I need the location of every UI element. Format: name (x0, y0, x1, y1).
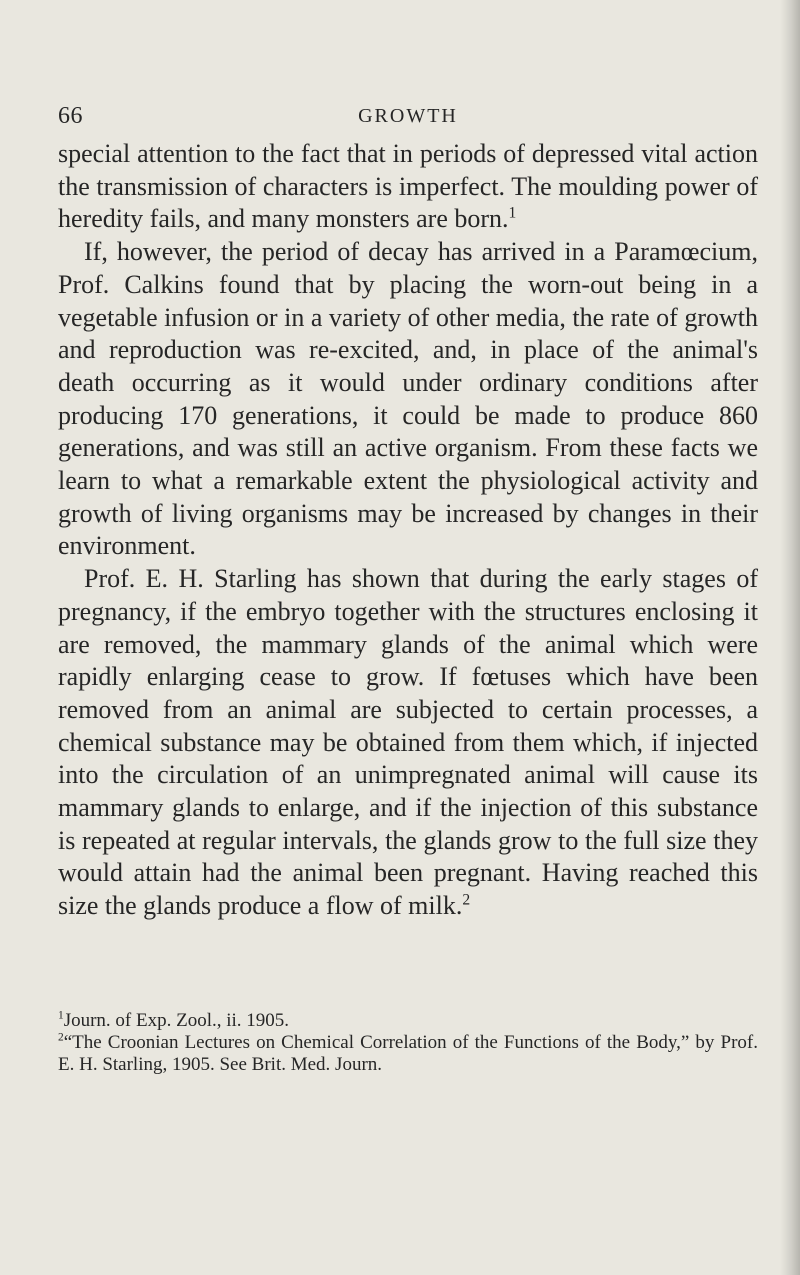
paragraph-text: If, however, the period of decay has arrived in a Paramœcium, Prof. Calkins found that by placing the worn-out being in a vegetable infusion or in a variety of other media, the rate of growth and reproduction was re-excited, and, in place of the animal's death occurring as it would under ordinary conditions after producing 170 generations, it could be made to produce 860 generations, and was still an active organism. From these facts we learn to what a remarkable extent the physiological activity and growth of living organisms may be increased by changes in their environment. (58, 237, 758, 561)
page-header (58, 100, 758, 132)
footnote-marker: 2 (58, 1031, 64, 1044)
footnote-marker: 1 (58, 1009, 64, 1022)
paragraph (58, 236, 758, 563)
page-number: 66 (58, 103, 83, 129)
footnote-reference: 2 (462, 891, 471, 909)
paragraph (58, 563, 758, 923)
footnote-text: Journ. of Exp. Zool., ii. 1905. (63, 1010, 290, 1031)
body-text (58, 138, 758, 923)
footnotes (58, 1010, 758, 1076)
running-head: GROWTH (358, 105, 458, 127)
footnote (58, 1010, 758, 1032)
paragraph-text: special attention to the fact that in periods of depressed vital action the transmission of characters is imperfect. The moulding power of heredity fails, and many monsters are born. (58, 139, 758, 234)
footnote-reference: 1 (508, 204, 517, 222)
footnote-text: “The Croonian Lectures on Chemical Correlation of the Functions of the Body,” by Prof. E. H. Starling, 1905. See Brit. Med. Journ. (58, 1032, 758, 1075)
page-edge-shadow (780, 0, 800, 1275)
footnote (58, 1032, 758, 1076)
paragraph (58, 138, 758, 236)
paragraph-text: Prof. E. H. Starling has shown that during the early stages of pregnancy, if the embryo together with the structures enclosing it are removed, the mammary glands of the animal which were rapidly enlarging cease to grow. If fœtuses which have been removed from an animal are subjected to certain processes, a chemical substance may be obtained from them which, if injected into the circulation of an unimpregnated animal will cause its mammary glands to enlarge, and if the injection of this substance is repeated at regular intervals, the glands grow to the full size they would attain had the animal been pregnant. Having reached this size the glands produce a flow of milk. (58, 564, 758, 921)
